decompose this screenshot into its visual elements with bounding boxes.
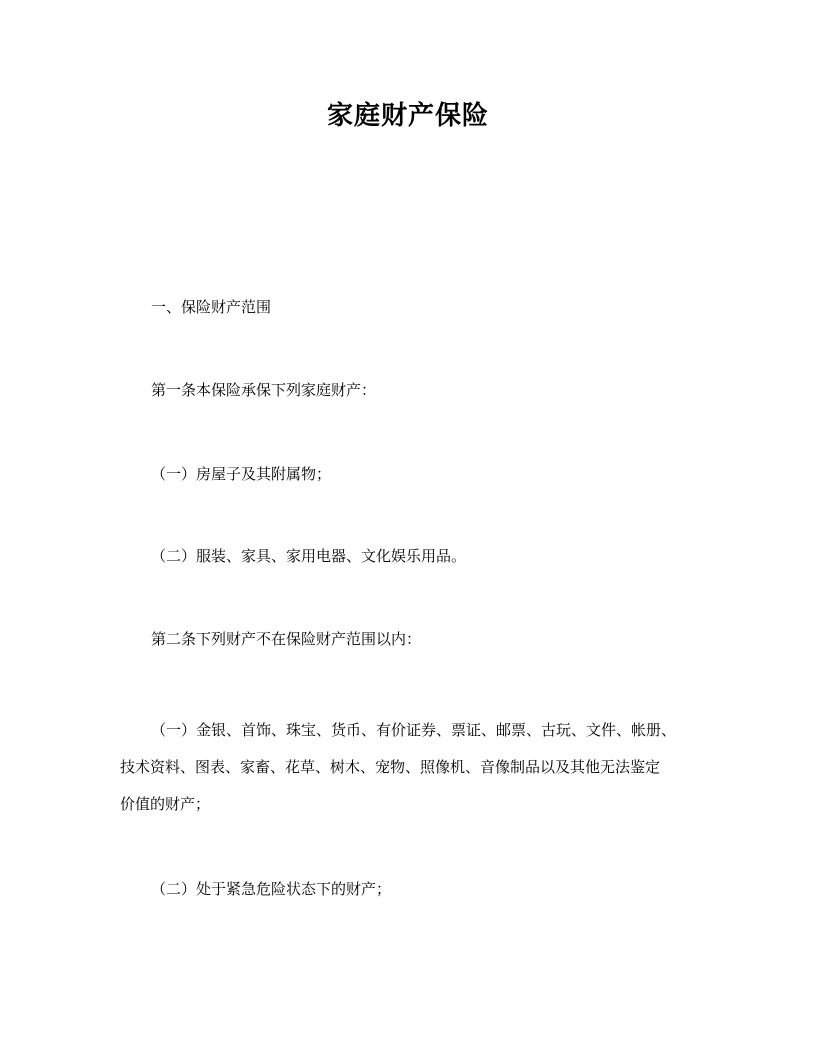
article-1-item-1: （一）房屋子及其附属物； bbox=[151, 465, 332, 483]
article-2-item-1-line-1: （一）金银、首饰、珠宝、货币、有价证券、票证、邮票、古玩、文件、帐册、 bbox=[151, 721, 677, 739]
article-2-item-1-line-2: 技术资料、图表、家畜、花草、树木、宠物、照像机、音像制品以及其他无法鉴定 bbox=[120, 758, 661, 776]
document-title: 家庭财产保险 bbox=[326, 101, 489, 131]
article-1-paragraph: 第一条本保险承保下列家庭财产： bbox=[151, 381, 377, 399]
article-2-item-1-line-3: 价值的财产； bbox=[120, 795, 211, 813]
article-2-paragraph: 第二条下列财产不在保险财产范围以内： bbox=[151, 630, 422, 648]
article-1-item-2: （二）服装、家具、家用电器、文化娱乐用品。 bbox=[151, 547, 467, 565]
article-2-item-1 bbox=[120, 712, 710, 823]
article-2-item-2: （二）处于紧急危险状态下的财产； bbox=[151, 880, 392, 898]
section-heading-insured-property-scope: 一、保险财产范围 bbox=[151, 298, 272, 316]
